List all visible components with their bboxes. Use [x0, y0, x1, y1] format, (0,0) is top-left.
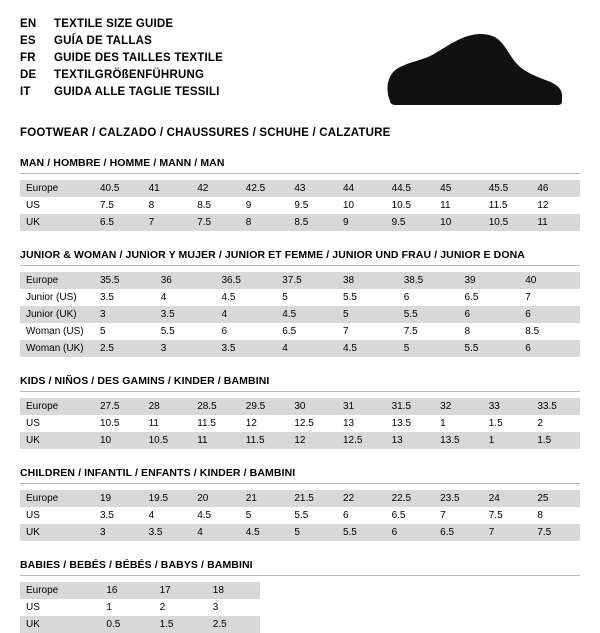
row-label: Europe: [20, 398, 94, 415]
section-title: CHILDREN / INFANTIL / ENFANTS / KINDER / BAMBINI: [20, 467, 580, 484]
size-cell: 8.5: [519, 323, 580, 340]
size-cell: 31.5: [386, 398, 435, 415]
size-cell: 13.5: [434, 432, 483, 449]
language-row: [20, 84, 223, 101]
language-code: ES: [20, 35, 36, 47]
size-cell: 4.5: [216, 289, 277, 306]
size-cell: 42: [191, 180, 240, 197]
table-row: [20, 524, 580, 541]
row-label: Woman (UK): [20, 340, 94, 357]
size-table: [20, 490, 580, 541]
size-cell: 4.5: [240, 524, 289, 541]
size-cell: 46: [531, 180, 580, 197]
language-row: [20, 16, 223, 33]
size-cell: 38.5: [398, 272, 459, 289]
size-table: [20, 582, 260, 633]
row-label: Junior (UK): [20, 306, 94, 323]
document-header: [20, 16, 580, 110]
size-cell: 3.5: [216, 340, 277, 357]
size-cell: 4: [143, 507, 192, 524]
size-cell: 6.5: [459, 289, 520, 306]
size-cell: 5.5: [288, 507, 337, 524]
size-cell: 23.5: [434, 490, 483, 507]
size-cell: 7: [337, 323, 398, 340]
row-label: US: [20, 415, 94, 432]
size-cell: 37.5: [276, 272, 337, 289]
size-cell: 42.5: [240, 180, 289, 197]
size-cell: 11.5: [191, 415, 240, 432]
size-cell: 28: [143, 398, 192, 415]
size-cell: 22.5: [386, 490, 435, 507]
size-cell: 21.5: [288, 490, 337, 507]
row-label: Europe: [20, 272, 94, 289]
size-cell: 40: [519, 272, 580, 289]
size-cell: 2.5: [94, 340, 155, 357]
table-row: [20, 616, 260, 633]
size-cell: 35.5: [94, 272, 155, 289]
size-cell: 9: [240, 197, 289, 214]
size-cell: 4: [216, 306, 277, 323]
row-label: US: [20, 507, 94, 524]
size-cell: 20: [191, 490, 240, 507]
size-cell: 33.5: [531, 398, 580, 415]
section-title: MAN / HOMBRE / HOMME / MANN / MAN: [20, 157, 580, 174]
size-cell: 12.5: [337, 432, 386, 449]
size-cell: 6: [216, 323, 277, 340]
table-row: [20, 507, 580, 524]
size-cell: 5.5: [337, 289, 398, 306]
size-cell: 5.5: [155, 323, 216, 340]
size-cell: 3: [207, 599, 260, 616]
size-cell: 8.5: [288, 214, 337, 231]
size-cell: 8: [143, 197, 192, 214]
size-sections: [20, 157, 580, 633]
size-cell: 38: [337, 272, 398, 289]
size-cell: 6: [519, 306, 580, 323]
size-cell: 7: [143, 214, 192, 231]
size-cell: 22: [337, 490, 386, 507]
size-cell: 1.5: [531, 432, 580, 449]
size-cell: 41: [143, 180, 192, 197]
size-cell: 4.5: [191, 507, 240, 524]
size-cell: 7.5: [398, 323, 459, 340]
size-cell: 6.5: [276, 323, 337, 340]
row-label: UK: [20, 616, 100, 633]
section-title: BABIES / BEBÉS / BÉBÉS / BABYS / BAMBINI: [20, 559, 580, 576]
size-cell: 5: [240, 507, 289, 524]
language-code: DE: [20, 69, 37, 81]
size-cell: 18: [207, 582, 260, 599]
size-cell: 4: [191, 524, 240, 541]
size-cell: 25: [531, 490, 580, 507]
row-label: UK: [20, 524, 94, 541]
table-row: [20, 415, 580, 432]
size-cell: 7.5: [191, 214, 240, 231]
size-cell: 16: [100, 582, 153, 599]
size-cell: 10.5: [483, 214, 532, 231]
size-cell: 43: [288, 180, 337, 197]
size-cell: 3.5: [94, 507, 143, 524]
size-section: [20, 375, 580, 449]
size-cell: 1: [434, 415, 483, 432]
table-row: [20, 197, 580, 214]
size-table: [20, 180, 580, 231]
size-cell: 13: [386, 432, 435, 449]
language-code: FR: [20, 52, 36, 64]
size-cell: 2: [154, 599, 207, 616]
size-cell: 12: [288, 432, 337, 449]
size-cell: 28.5: [191, 398, 240, 415]
row-label: UK: [20, 214, 94, 231]
table-row: [20, 490, 580, 507]
size-cell: 13.5: [386, 415, 435, 432]
size-cell: 11: [191, 432, 240, 449]
size-cell: 9: [337, 214, 386, 231]
size-cell: 6.5: [434, 524, 483, 541]
size-cell: 3: [155, 340, 216, 357]
size-cell: 9.5: [288, 197, 337, 214]
size-cell: 44.5: [386, 180, 435, 197]
row-label: Europe: [20, 582, 100, 599]
section-title: JUNIOR & WOMAN / JUNIOR Y MUJER / JUNIOR ET FEMME / JUNIOR UND FRAU / JUNIOR E DONA: [20, 249, 580, 266]
size-cell: 4.5: [337, 340, 398, 357]
size-cell: 1: [483, 432, 532, 449]
size-cell: 40.5: [94, 180, 143, 197]
row-label: Europe: [20, 490, 94, 507]
size-cell: 45.5: [483, 180, 532, 197]
row-label: Junior (US): [20, 289, 94, 306]
size-cell: 2.5: [207, 616, 260, 633]
size-cell: 3.5: [94, 289, 155, 306]
row-label: UK: [20, 432, 94, 449]
size-cell: 7: [434, 507, 483, 524]
language-row: [20, 50, 223, 67]
size-cell: 19: [94, 490, 143, 507]
row-label: Woman (US): [20, 323, 94, 340]
size-cell: 5.5: [398, 306, 459, 323]
size-cell: 10.5: [94, 415, 143, 432]
size-cell: 36: [155, 272, 216, 289]
size-cell: 10.5: [386, 197, 435, 214]
size-cell: 11: [531, 214, 580, 231]
size-cell: 5.5: [337, 524, 386, 541]
size-cell: 8: [240, 214, 289, 231]
size-cell: 5.5: [459, 340, 520, 357]
size-cell: 7.5: [483, 507, 532, 524]
table-row: [20, 398, 580, 415]
language-title: GUIDE DES TAILLES TEXTILE: [54, 52, 223, 64]
size-cell: 3.5: [143, 524, 192, 541]
size-cell: 6: [337, 507, 386, 524]
row-label: Europe: [20, 180, 94, 197]
size-table: [20, 272, 580, 357]
size-cell: 11.5: [240, 432, 289, 449]
size-cell: 13: [337, 415, 386, 432]
size-cell: 1.5: [154, 616, 207, 633]
size-cell: 5: [276, 289, 337, 306]
size-cell: 6: [398, 289, 459, 306]
language-code: EN: [20, 18, 37, 30]
size-cell: 3.5: [155, 306, 216, 323]
size-cell: 12: [240, 415, 289, 432]
section-title: KIDS / NIÑOS / DES GAMINS / KINDER / BAMBINI: [20, 375, 580, 392]
language-title-list: [20, 16, 223, 101]
size-cell: 5: [398, 340, 459, 357]
table-row: [20, 180, 580, 197]
language-title: GUIDA ALLE TAGLIE TESSILI: [54, 86, 220, 98]
size-cell: 19.5: [143, 490, 192, 507]
table-row: [20, 323, 580, 340]
size-cell: 8.5: [191, 197, 240, 214]
size-cell: 3: [94, 524, 143, 541]
size-cell: 21: [240, 490, 289, 507]
dress-shoe-icon: [376, 32, 566, 110]
size-cell: 9.5: [386, 214, 435, 231]
size-cell: 11: [434, 197, 483, 214]
size-cell: 3: [94, 306, 155, 323]
size-cell: 7: [519, 289, 580, 306]
size-cell: 11: [143, 415, 192, 432]
size-cell: 1: [100, 599, 153, 616]
size-section: [20, 249, 580, 357]
size-cell: 6.5: [94, 214, 143, 231]
size-cell: 10: [337, 197, 386, 214]
size-cell: 11.5: [483, 197, 532, 214]
size-cell: 0.5: [100, 616, 153, 633]
size-cell: 6: [459, 306, 520, 323]
size-cell: 29.5: [240, 398, 289, 415]
table-row: [20, 432, 580, 449]
size-cell: 10.5: [143, 432, 192, 449]
row-label: US: [20, 599, 100, 616]
table-row: [20, 582, 260, 599]
row-label: US: [20, 197, 94, 214]
language-row: [20, 33, 223, 50]
size-cell: 30: [288, 398, 337, 415]
document-subtitle: FOOTWEAR / CALZADO / CHAUSSURES / SCHUHE / CALZATURE: [20, 127, 391, 139]
size-cell: 1.5: [483, 415, 532, 432]
size-cell: 17: [154, 582, 207, 599]
size-cell: 10: [94, 432, 143, 449]
size-cell: 8: [459, 323, 520, 340]
size-cell: 6: [519, 340, 580, 357]
size-cell: 4.5: [276, 306, 337, 323]
size-cell: 4: [276, 340, 337, 357]
size-section: [20, 559, 580, 633]
size-cell: 5: [94, 323, 155, 340]
table-row: [20, 289, 580, 306]
size-section: [20, 467, 580, 541]
language-row: [20, 67, 223, 84]
size-cell: 45: [434, 180, 483, 197]
language-code: IT: [20, 86, 31, 98]
size-cell: 2: [531, 415, 580, 432]
size-cell: 8: [531, 507, 580, 524]
table-row: [20, 340, 580, 357]
size-table: [20, 398, 580, 449]
size-cell: 6: [386, 524, 435, 541]
size-cell: 7: [483, 524, 532, 541]
size-cell: 4: [155, 289, 216, 306]
table-row: [20, 599, 260, 616]
size-section: [20, 157, 580, 231]
language-title: TEXTILE SIZE GUIDE: [54, 18, 174, 30]
size-cell: 32: [434, 398, 483, 415]
size-cell: 12: [531, 197, 580, 214]
size-cell: 12.5: [288, 415, 337, 432]
size-cell: 39: [459, 272, 520, 289]
size-cell: 7.5: [531, 524, 580, 541]
size-cell: 7.5: [94, 197, 143, 214]
table-row: [20, 214, 580, 231]
size-cell: 33: [483, 398, 532, 415]
size-cell: 44: [337, 180, 386, 197]
size-cell: 10: [434, 214, 483, 231]
size-cell: 36.5: [216, 272, 277, 289]
size-cell: 27.5: [94, 398, 143, 415]
size-cell: 5: [288, 524, 337, 541]
language-title: TEXTILGRÖßENFÜHRUNG: [54, 69, 205, 81]
size-cell: 5: [337, 306, 398, 323]
size-cell: 24: [483, 490, 532, 507]
table-row: [20, 272, 580, 289]
language-title: GUÍA DE TALLAS: [54, 35, 152, 47]
size-cell: 31: [337, 398, 386, 415]
size-cell: 6.5: [386, 507, 435, 524]
table-row: [20, 306, 580, 323]
